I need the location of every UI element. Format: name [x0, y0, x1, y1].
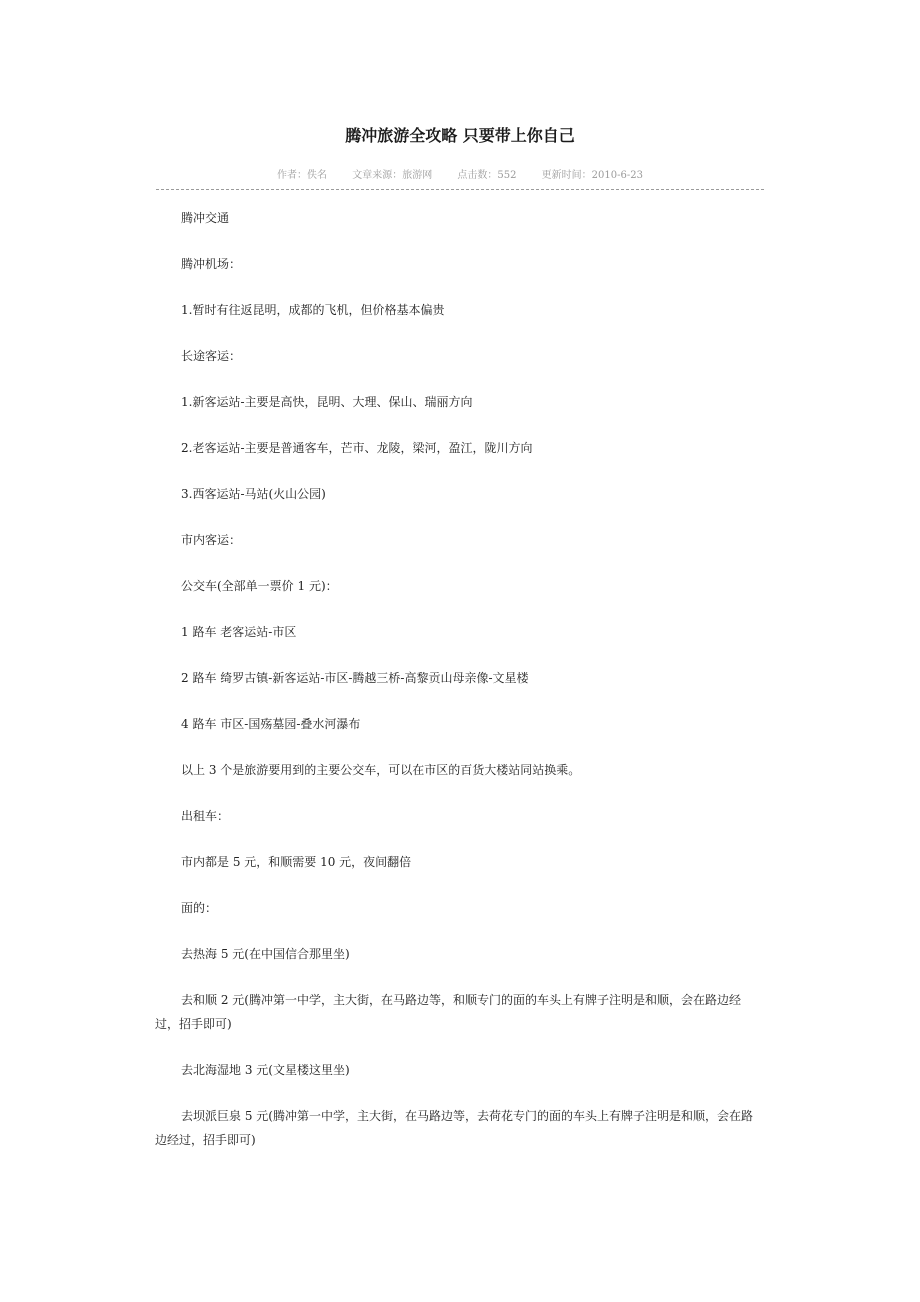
paragraph: 4 路车 市区-国殇墓园-叠水河瀑布 [181, 717, 361, 731]
paragraph: 2 路车 绮罗古镇-新客运站-市区-腾越三桥-高黎贡山母亲像-文星楼 [181, 671, 529, 685]
article-meta [0, 168, 920, 184]
paragraph: 去坝派巨泉 5 元(腾冲第一中学，主大街，在马路边等，去荷花专门的面的车头上有牌子注明是和顺，会在路边经过，招手即可) [155, 1109, 753, 1147]
title-divider [156, 189, 764, 190]
meta-clicks: 点击数：552 [457, 170, 517, 181]
paragraph: 3.西客运站-马站(火山公园) [181, 487, 326, 501]
meta-source: 文章来源：旅游网 [352, 170, 433, 181]
paragraph: 以上 3 个是旅游要用到的主要公交车，可以在市区的百货大楼站同站换乘。 [181, 763, 581, 777]
paragraph: 腾冲交通 [181, 211, 230, 225]
paragraph: 1.新客运站-主要是高快，昆明、大理、保山、瑞丽方向 [181, 395, 473, 409]
paragraph: 1.暂时有往返昆明，成都的飞机，但价格基本偏贵 [181, 303, 445, 317]
paragraph: 去和顺 2 元(腾冲第一中学，主大街，在马路边等，和顺专门的面的车头上有牌子注明是和顺，会在路边经过，招手即可) [155, 993, 741, 1031]
paragraph: 市内客运： [181, 533, 242, 547]
paragraph: 腾冲机场： [181, 257, 242, 271]
paragraph: 1 路车 老客运站-市区 [181, 625, 297, 639]
paragraph: 2.老客运站-主要是普通客车，芒市、龙陵，梁河，盈江，陇川方向 [181, 441, 533, 455]
meta-author: 作者：佚名 [277, 170, 328, 181]
meta-updated: 更新时间：2010-6-23 [541, 170, 643, 181]
article-title: 腾冲旅游全攻略 只要带上你自己 [345, 126, 575, 145]
paragraph: 市内都是 5 元，和顺需要 10 元，夜间翻倍 [181, 855, 412, 869]
paragraph: 面的： [181, 901, 218, 915]
paragraph: 出租车： [181, 809, 230, 823]
paragraph: 去北海湿地 3 元(文星楼这里坐) [181, 1063, 350, 1077]
article-body [155, 206, 761, 1174]
paragraph: 去热海 5 元(在中国信合那里坐) [181, 947, 350, 961]
paragraph: 公交车(全部单一票价 1 元)： [181, 579, 338, 593]
paragraph: 长途客运： [181, 349, 242, 363]
